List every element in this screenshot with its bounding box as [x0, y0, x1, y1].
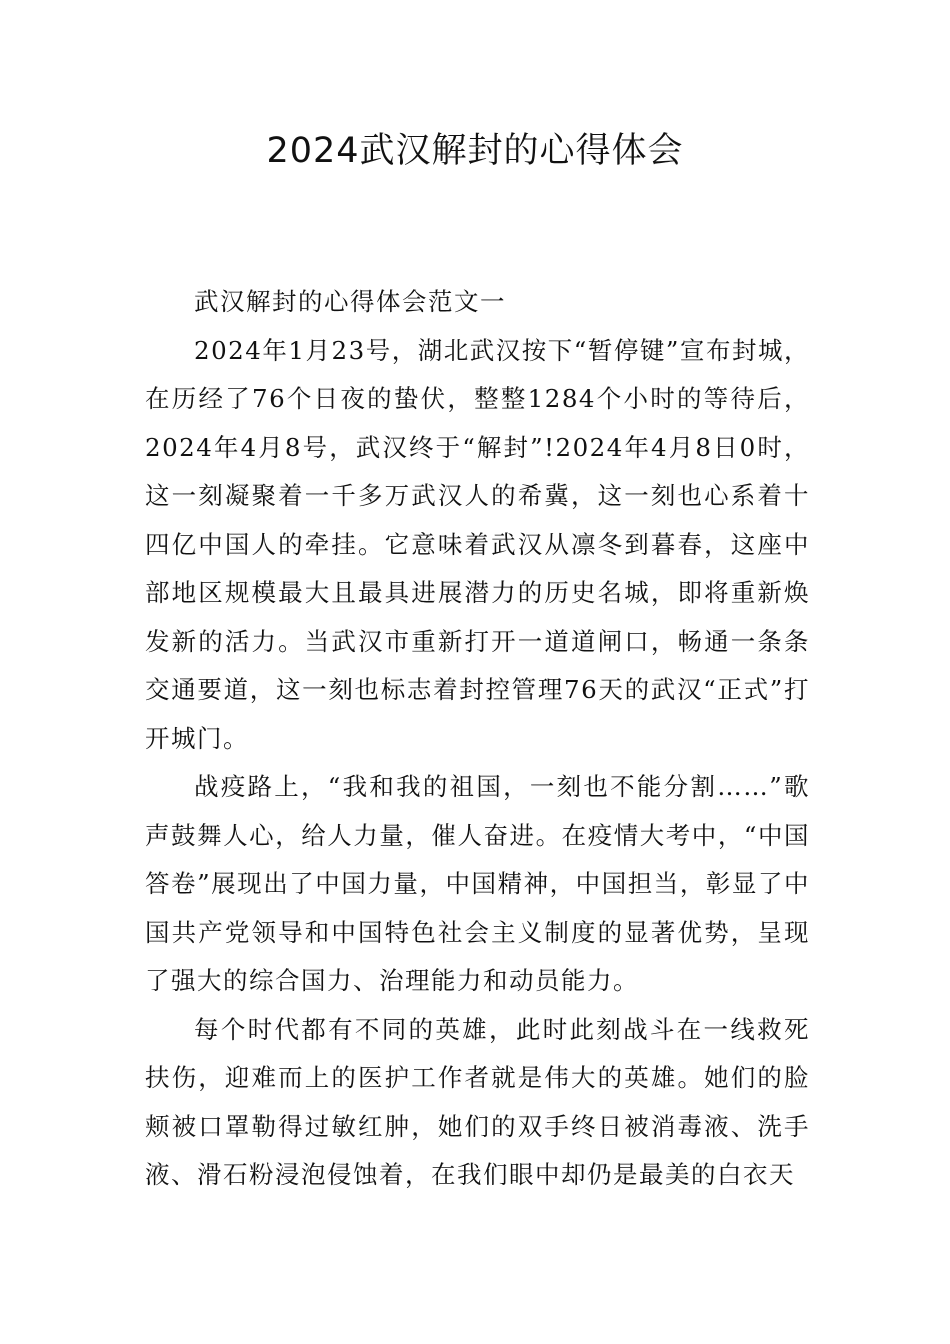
document-body [145, 278, 810, 1200]
paragraph: 2024年1月23号，湖北武汉按下“暂停键”宣布封城，在历经了76个日夜的蛰伏，整整1284个小时的等待后，2024年4月8号，武汉终于“解封”!2024年4月8日0时，这一刻凝聚着一千多万武汉人的希冀，这一刻也心系着十四亿中国人的牵挂。它意味着武汉从凛冬到暮春，这座中部地区规模最大且最具进展潜力的历史名城，即将重新焕发新的活力。当武汉市重新打开一道道闸口，畅通一条条交通要道，这一刻也标志着封控管理76天的武汉“正式”打开城门。 [145, 335, 810, 753]
document-title: 2024武汉解封的心得体会 [266, 131, 684, 171]
section-heading: 武汉解封的心得体会范文一 [194, 287, 506, 316]
paragraph: 战疫路上，“我和我的祖国，一刻也不能分割……”歌声鼓舞人心，给人力量，催人奋进。在疫情大考中，“中国答卷”展现出了中国力量，中国精神，中国担当，彰显了中国共产党领导和中国特色社会主义制度的显著优势，呈现了强大的综合国力、治理能力和动员能力。 [145, 772, 810, 995]
paragraph: 每个时代都有不同的英雄，此时此刻战斗在一线救死扶伤，迎难而上的医护工作者就是伟大的英雄。她们的脸颊被口罩勒得过敏红肿，她们的双手终日被消毒液、洗手液、滑石粉浸泡侵蚀着，在我们眼中却仍是最美的白衣天 [145, 1014, 810, 1189]
